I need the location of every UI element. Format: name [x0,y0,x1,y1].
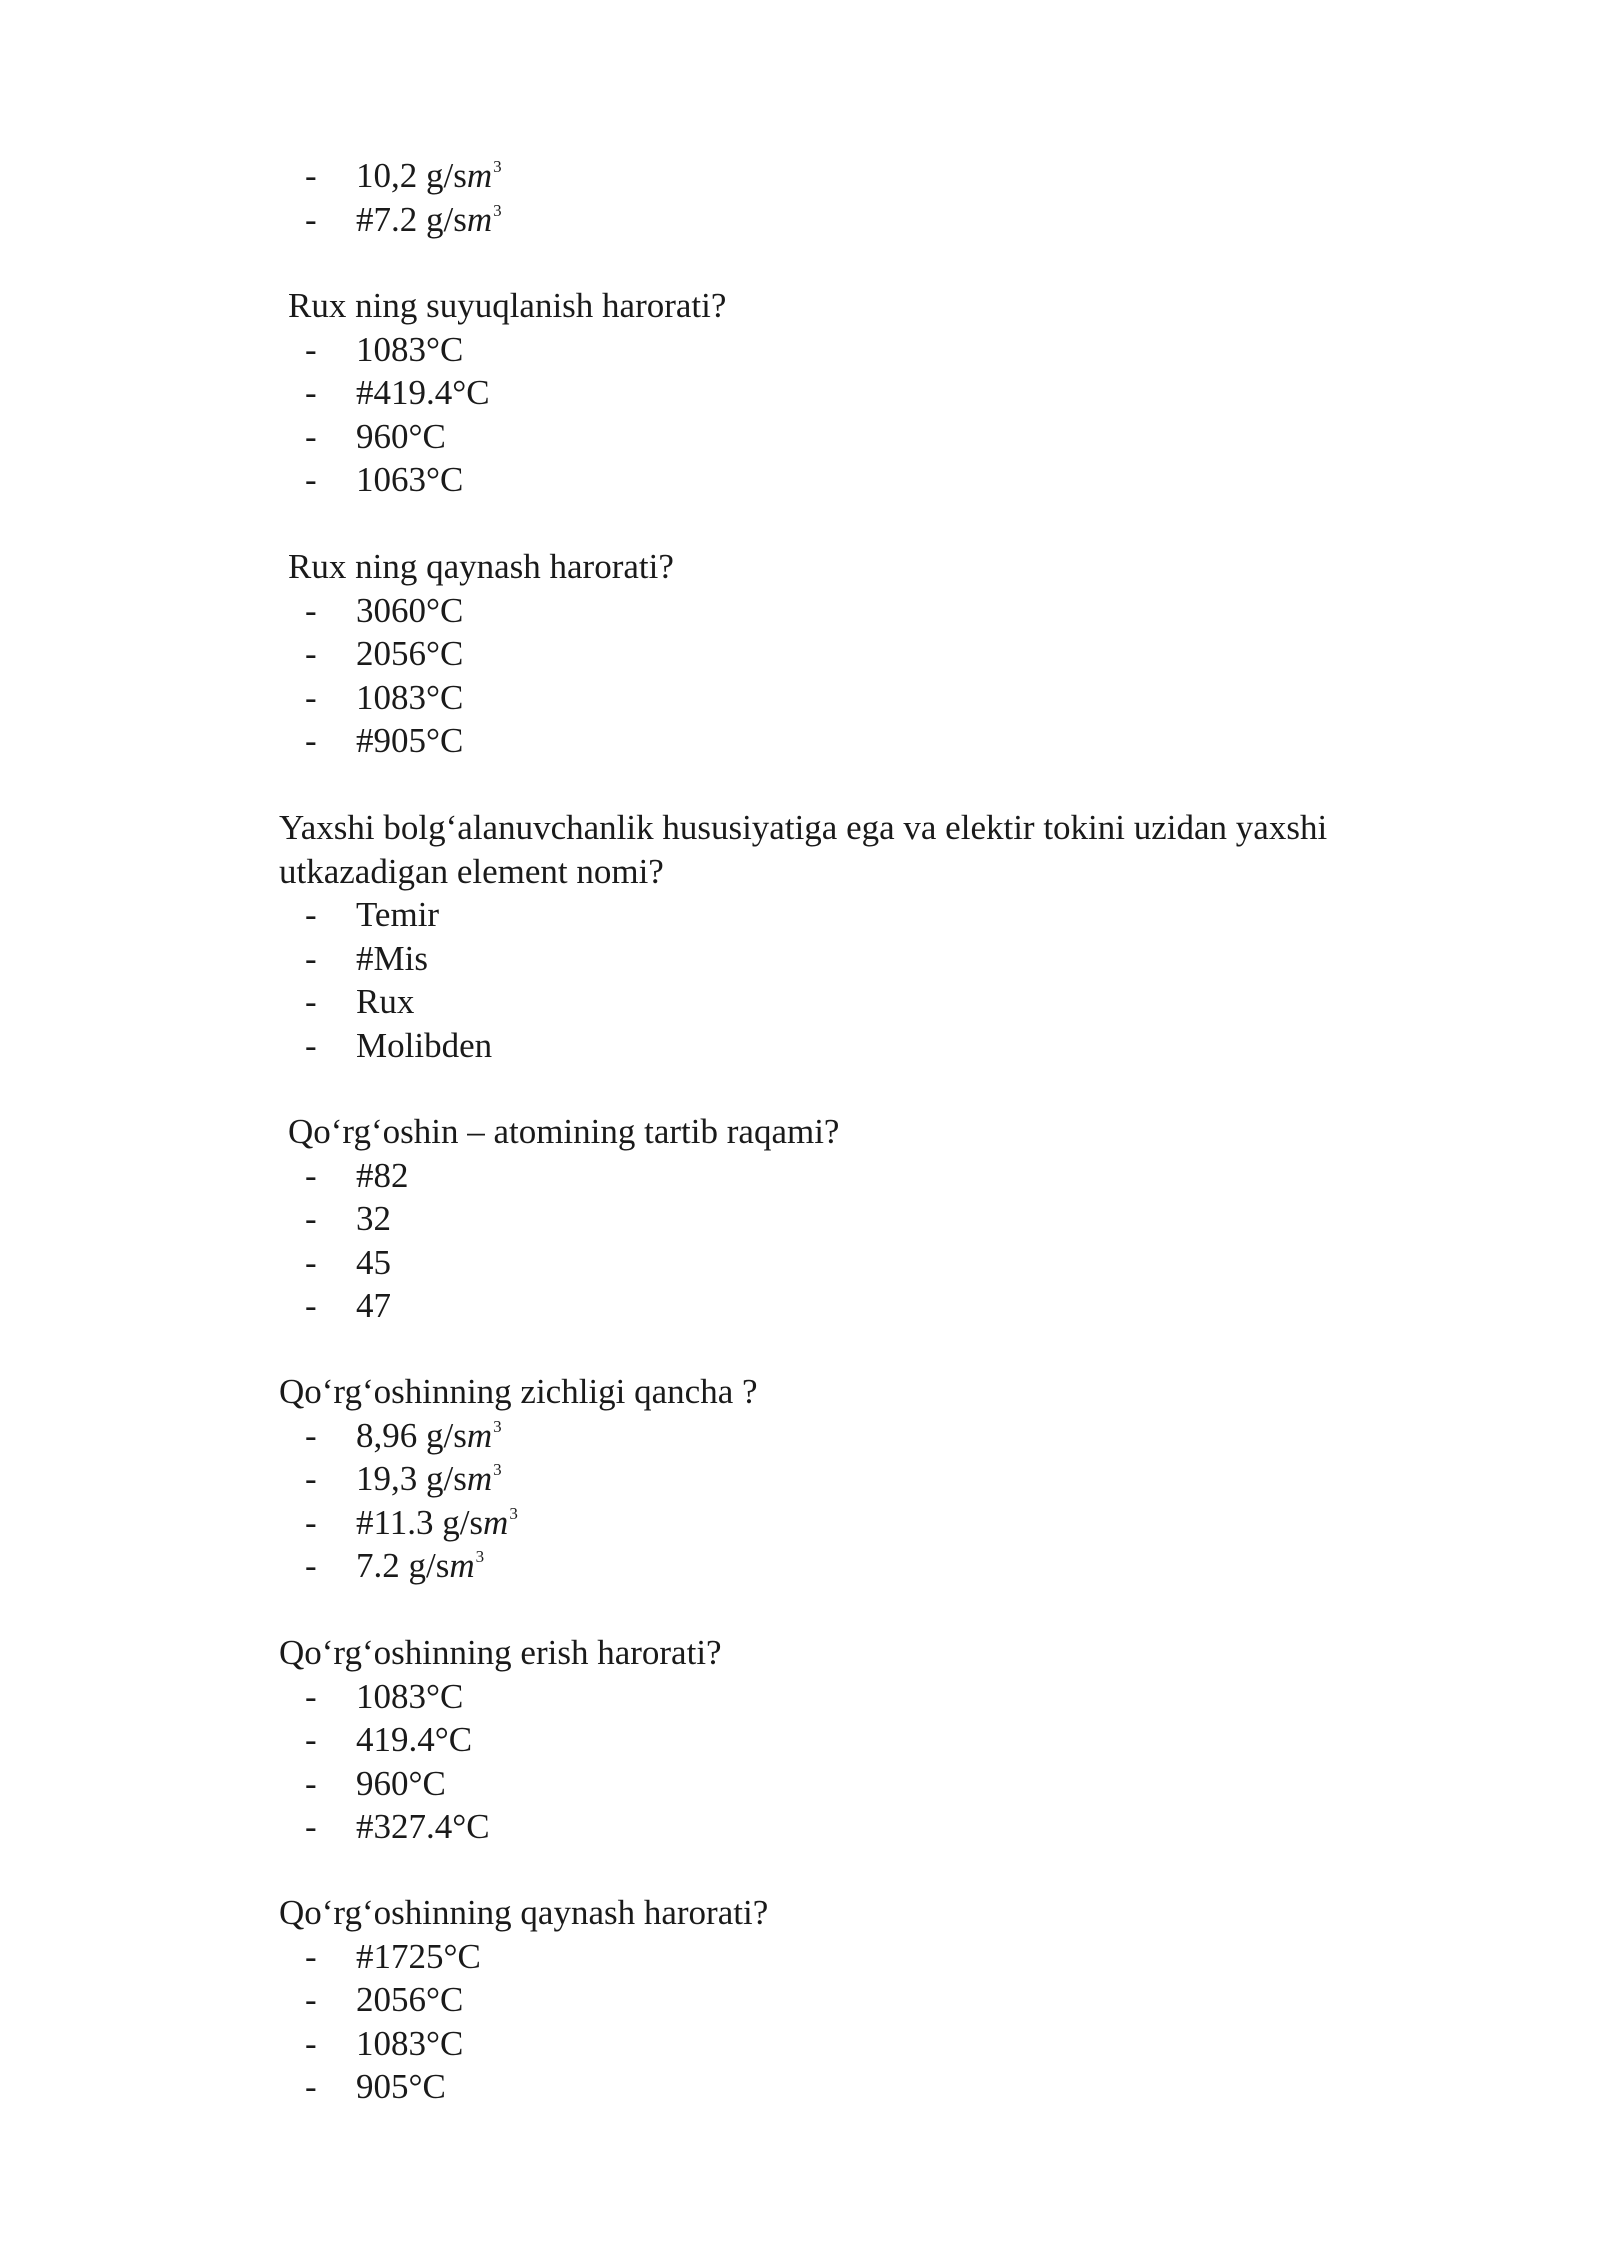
option-item [0,1805,1600,1849]
option-dash: - [305,1720,317,1759]
option-dash: - [305,416,317,456]
option-text: #Mis [356,938,428,978]
question-text: Yaxshi bolg‘alanuvchanlik hususiyatiga ega va elektir tokini uzidan yaxshi utkazadigan element nomi? [279,808,1328,891]
option-dash: - [305,1936,317,1976]
option-dash: - [305,590,317,630]
continuation-options [0,154,1600,241]
option-text: 960°C [356,1763,446,1803]
option-dash: - [305,1676,317,1716]
option-dash: - [305,1502,317,1542]
option-text: 1063°C [356,460,464,499]
option-text: #905°C [356,721,464,760]
option-dash: - [305,721,317,760]
option-dash: - [305,1459,317,1498]
option-dash: - [305,460,317,499]
question-block [0,806,1600,1067]
option-item [0,676,1600,720]
option-item [0,371,1600,415]
option-text: 7.2 $g/sm^3$ [356,1546,485,1585]
option-dash: - [305,1025,317,1065]
option-item [0,719,1600,763]
option-text: #7.2 $g/sm^3$ [356,199,502,239]
option-text: Temir [356,895,440,934]
option-text: 47 [356,1286,391,1325]
option-text: 419.4°C [356,1720,473,1759]
option-text: 3060°C [356,590,464,630]
option-dash: - [305,2067,317,2106]
option-item [0,937,1600,981]
option-dash: - [305,634,317,673]
question-text: Qo‘rg‘oshin – atomining tartib raqami? [288,1112,840,1151]
option-text: 1083°C [356,1676,464,1716]
option-dash: - [305,1807,317,1846]
option-dash: - [305,677,317,717]
option-item [0,1241,1600,1285]
option-item [0,1284,1600,1328]
option-item [0,415,1600,459]
question-block [0,1891,1600,2109]
option-dash: - [305,895,317,934]
question-text: Qo‘rg‘oshinning zichligi qancha ? [279,1372,758,1411]
option-item [0,1718,1600,1762]
option-item [0,1154,1600,1198]
option-text: 1083°C [356,677,464,717]
option-dash: - [305,1415,317,1455]
option-item [0,154,1600,198]
option-text: #1725°C [356,1936,481,1976]
option-item [0,1762,1600,1806]
option-text: 960°C [356,416,446,456]
question-text: Qo‘rg‘oshinning erish harorati? [279,1633,722,1672]
option-text: 19,3 $g/sm^3$ [356,1459,502,1498]
option-dash: - [305,1155,317,1195]
option-item [0,2022,1600,2066]
option-text: #11.3 $g/sm^3$ [356,1502,518,1542]
question-block [0,284,1600,502]
option-item [0,1024,1600,1068]
option-item [0,1675,1600,1719]
option-item [0,1414,1600,1458]
option-dash: - [305,156,317,195]
option-text: 8,96 $g/sm^3$ [356,1415,502,1455]
option-dash: - [305,1980,317,2019]
option-dash: - [305,938,317,978]
option-item [0,1978,1600,2022]
option-dash: - [305,2023,317,2063]
option-dash: - [305,1546,317,1585]
option-item [0,1501,1600,1545]
option-dash: - [305,329,317,369]
option-text: 2056°C [356,1980,464,2019]
option-text: 905°C [356,2067,446,2106]
option-item [0,198,1600,242]
question-block [0,1631,1600,1849]
question-block [0,1110,1600,1328]
option-item [0,1457,1600,1501]
option-text: #419.4°C [356,373,490,412]
option-text: 32 [356,1199,391,1238]
question-block [0,1370,1600,1588]
option-item [0,1197,1600,1241]
option-dash: - [305,1286,317,1325]
option-item [0,632,1600,676]
question-block [0,545,1600,763]
option-dash: - [305,373,317,412]
option-text: Molibden [356,1025,493,1065]
option-item [0,1544,1600,1588]
option-item [0,893,1600,937]
option-dash: - [305,199,317,239]
option-text: #327.4°C [356,1807,490,1846]
option-item [0,589,1600,633]
option-dash: - [305,1242,317,1282]
option-text: 1083°C [356,2023,464,2063]
option-item [0,1935,1600,1979]
option-item [0,328,1600,372]
option-item [0,980,1600,1024]
option-text: Rux [356,982,415,1021]
option-text: 2056°C [356,634,464,673]
option-text: #82 [356,1155,409,1195]
option-dash: - [305,1199,317,1238]
option-dash: - [305,982,317,1021]
question-text: Rux ning qaynash harorati? [288,547,674,586]
option-dash: - [305,1763,317,1803]
option-item [0,2065,1600,2109]
option-text: 1083°C [356,329,464,369]
option-item [0,458,1600,502]
option-text: 10,2 $g/sm^3$ [356,156,502,195]
question-text: Qo‘rg‘oshinning qaynash harorati? [279,1893,769,1932]
question-text: Rux ning suyuqlanish harorati? [288,286,727,325]
option-text: 45 [356,1242,391,1282]
